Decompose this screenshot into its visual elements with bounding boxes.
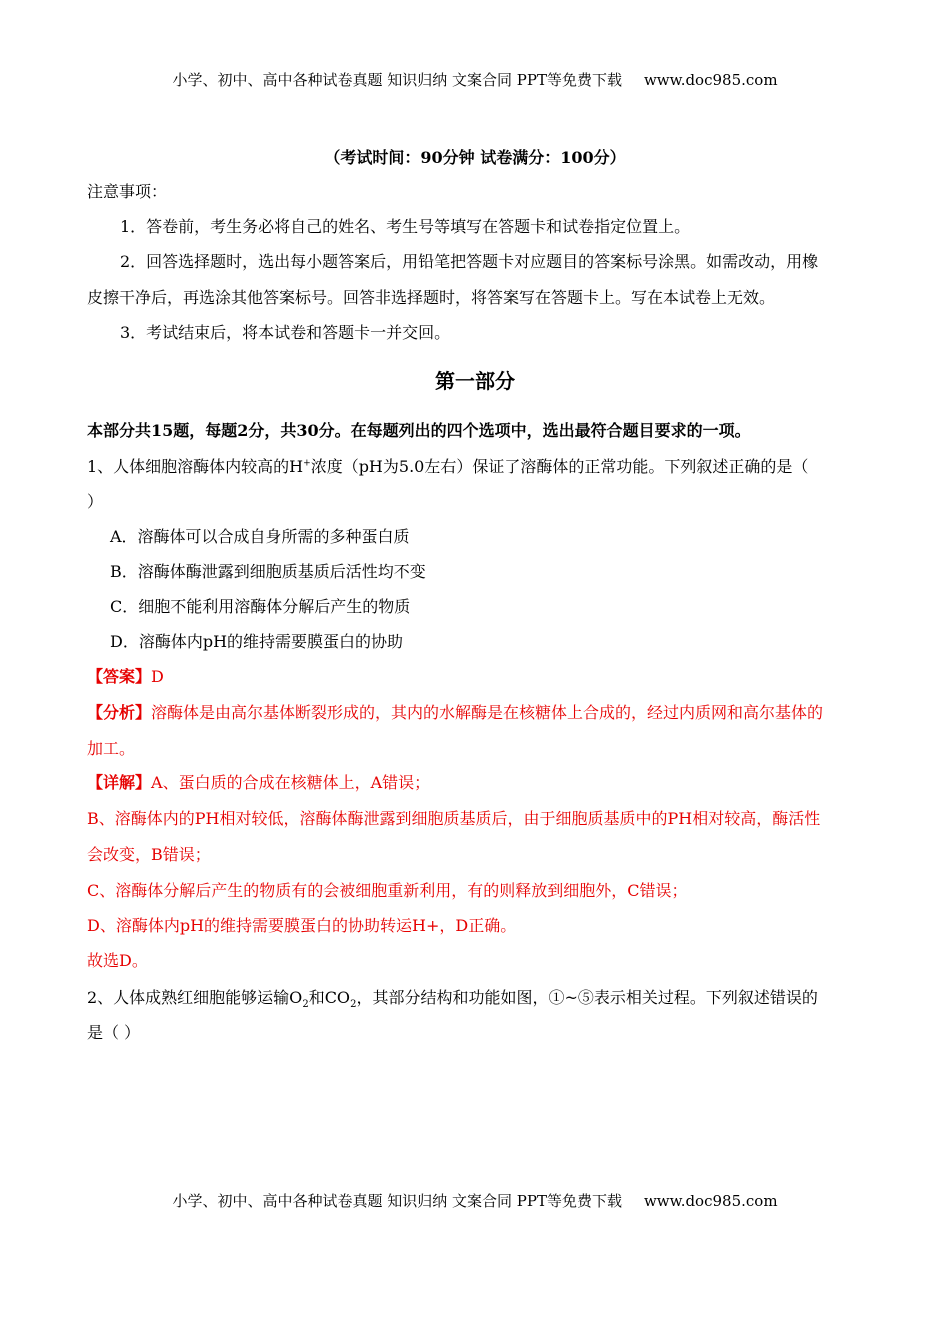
q1-detail-b-line-2: 会改变，B错误； — [87, 845, 211, 864]
q2-stem-line-1 — [87, 988, 818, 1011]
q2-stem-b: 和CO — [308, 988, 351, 1007]
q1-option-d: D．溶酶体内pH的维持需要膜蛋白的协助 — [110, 632, 404, 651]
q1-analysis-line-2: 加工。 — [87, 739, 136, 758]
notes-title: 注意事项： — [87, 182, 168, 201]
q2-sub-2: 2 — [350, 999, 357, 1011]
footer-text: 小学、初中、高中各种试卷真题 知识归纳 文案合同 PPT等免费下载 — [172, 1192, 622, 1210]
q1-detail-d: D、溶酶体内pH的维持需要膜蛋白的协助转运H+，D正确。 — [87, 916, 517, 935]
q2-stem-a: 2、人体成熟红细胞能够运输O — [87, 988, 303, 1007]
section-instruction: 本部分共15题，每题2分，共30分。在每题列出的四个选项中，选出最符合题目要求的一项。 — [87, 421, 751, 440]
notes-item-3: 3．考试结束后，将本试卷和答题卡一并交回。 — [120, 323, 451, 342]
q1-stem-line-1 — [87, 457, 808, 477]
q1-detail-b-line-1: B、溶酶体内的PH相对较低，溶酶体酶泄露到细胞质基质后，由于细胞质基质中的PH相对较高，酶活性 — [87, 809, 821, 828]
q1-stem-pre: 1、人体细胞溶酶体内较高的H — [87, 457, 304, 476]
q1-analysis-text: 溶酶体是由高尔基体断裂形成的，其内的水解酶是在核糖体上合成的，经过内质网和高尔基体的 — [151, 703, 824, 722]
q1-analysis-label: 【分析】 — [87, 703, 152, 722]
q1-option-b: B．溶酶体酶泄露到细胞质基质后活性均不变 — [110, 562, 426, 581]
page-footer — [0, 1191, 950, 1211]
notes-item-2-line-1: 2．回答选择题时，选出每小题答案后，用铅笔把答题卡对应题目的答案标号涂黑。如需改动，用橡 — [120, 252, 819, 271]
q1-analysis-line-1 — [87, 703, 823, 723]
q2-sub-1: 2 — [302, 999, 309, 1011]
q2-stem-c: ，其部分结构和功能如图，①~⑤表示相关过程。下列叙述错误的 — [356, 988, 818, 1007]
q2-stem-line-2: 是（ ） — [87, 1023, 141, 1042]
q1-detail-a — [87, 773, 430, 793]
q1-stem-superscript: + — [303, 458, 311, 469]
q1-answer-value: D — [151, 667, 164, 686]
footer-site-link[interactable]: www.doc985.com — [643, 1192, 778, 1210]
header-site-link[interactable]: www.doc985.com — [643, 71, 778, 89]
page-header — [0, 70, 950, 90]
q1-detail-a-text: A、蛋白质的合成在核糖体上，A错误； — [151, 773, 431, 792]
q1-stem-post: 浓度（pH为5.0左右）保证了溶酶体的正常功能。下列叙述正确的是（ — [310, 457, 809, 476]
header-text: 小学、初中、高中各种试卷真题 知识归纳 文案合同 PPT等免费下载 — [172, 71, 622, 89]
q1-answer — [87, 667, 164, 687]
q1-detail-c: C、溶酶体分解后产生的物质有的会被细胞重新利用，有的则释放到细胞外，C错误； — [87, 881, 688, 900]
q1-stem-line-2: ） — [87, 492, 104, 511]
q1-option-a: A．溶酶体可以合成自身所需的多种蛋白质 — [110, 527, 410, 546]
q1-detail-label: 【详解】 — [87, 773, 152, 792]
section-title: 第一部分 — [435, 369, 515, 393]
exam-info: （考试时间：90分钟 试卷满分：100分） — [324, 148, 626, 167]
notes-item-2-line-2: 皮擦干净后，再选涂其他答案标号。回答非选择题时，将答案写在答题卡上。写在本试卷上无效。 — [87, 288, 776, 307]
notes-item-1: 1．答卷前，考生务必将自己的姓名、考生号等填写在答题卡和试卷指定位置上。 — [120, 217, 691, 236]
q1-answer-label: 【答案】 — [87, 667, 152, 686]
q1-option-c: C．细胞不能利用溶酶体分解后产生的物质 — [110, 597, 411, 616]
q1-conclusion: 故选D。 — [87, 951, 148, 970]
